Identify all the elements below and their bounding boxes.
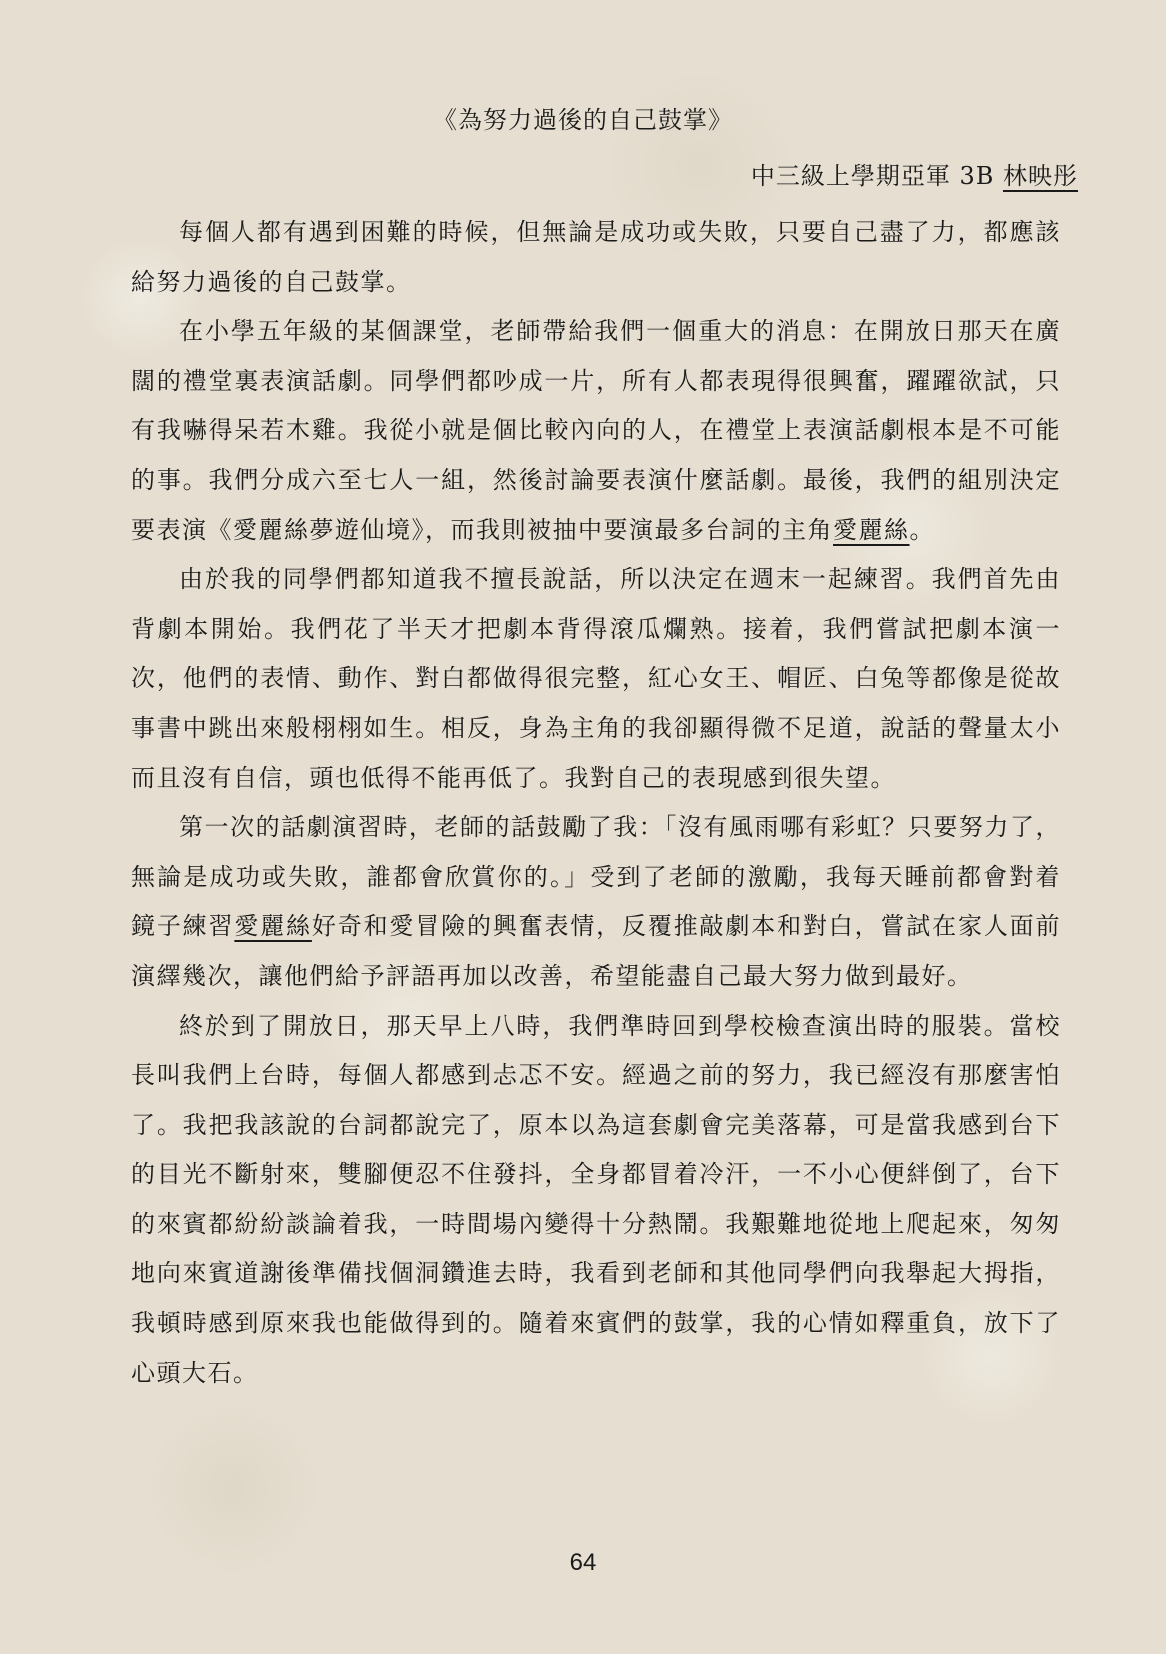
author-name: 林映彤: [1003, 162, 1078, 190]
paragraph: [131, 208, 1061, 307]
underlined-name: 愛麗絲: [833, 515, 910, 544]
paragraph-text: 由於我的同學們都知道我不擅長說話，所以決定在週末一起練習。我們首先由背劇本開始。我們花了半天才把劇本背得滾瓜爛熟。接着，我們嘗試把劇本演一次，他們的表情、動作、對白都做得很完整，紅心女王、帽匠、白兔等都像是從故事書中跳出來般栩栩如生。相反，身為主角的我卻顯得微不足道，說話的聲量太小而且沒有自信，頭也低得不能再低了。我對自己的表現感到很失望。: [131, 565, 1061, 792]
page-number: 64: [569, 1549, 597, 1576]
author-line: [751, 158, 1078, 194]
essay-title: 《為努力過後的自己鼓掌》: [433, 106, 733, 134]
paragraph-text: 第一次的話劇演習時，老師的話鼓勵了我：「沒有風雨哪有彩虹？只要努力了，無論是成功或失敗，誰都會欣賞你的。」受到了老師的激勵，我每天睡前都會對着鏡子練習: [131, 813, 1061, 941]
paragraph: [131, 307, 1061, 555]
paragraph-text: 好奇和愛冒險的興奮表情，反覆推敲劇本和對白，嘗試在家人面前演繹幾次，讓他們給予評語再加以改善，希望能盡自己最大努力做到最好。: [131, 912, 1062, 990]
underlined-name: 愛麗絲: [234, 912, 312, 941]
paragraph-text: 。: [909, 515, 935, 544]
paragraph-text: 終於到了開放日，那天早上八時，我們準時回到學校檢查演出時的服裝。當校長叫我們上台時，每個人都感到忐忑不安。經過之前的努力，我已經沒有那麼害怕了。我把我該說的台詞都說完了，原本以為這套劇會完美落幕，可是當我感到台下的目光不斷射來，雙腳便忍不住發抖，全身都冒着冷汗，一不小心便絆倒了，台下的來賓都紛紛談論着我，一時間場內變得十分熱鬧。我艱難地從地上爬起來，匆匆地向來賓道謝後準備找個洞鑽進去時，我看到老師和其他同學們向我舉起大拇指，我頓時感到原來我也能做得到的。隨着來賓們的鼓掌，我的心情如釋重負，放下了心頭大石。: [131, 1011, 1061, 1387]
author-class-award: 中三級上學期亞軍 3B: [750, 162, 1003, 190]
paragraph-text: 在小學五年級的某個課堂，老師帶給我們一個重大的消息：在開放日那天在廣闊的禮堂裏表演話劇。同學們都吵成一片，所有人都表現得很興奮，躍躍欲試，只有我嚇得呆若木雞。我從小就是個比較內向的人，在禮堂上表演話劇根本是不可能的事。我們分成六至七人一組，然後討論要表演什麼話劇。最後，我們的組別決定要表演《愛麗絲夢遊仙境》，而我則被抽中要演最多台詞的主角: [131, 317, 1061, 544]
essay-body: [131, 208, 1061, 1398]
paragraph: [131, 555, 1061, 803]
paragraph-text: 每個人都有遇到困難的時候，但無論是成功或失敗，只要自己盡了力，都應該給努力過後的自己鼓掌。: [131, 218, 1061, 296]
paragraph: [131, 1002, 1061, 1399]
paragraph: [131, 803, 1061, 1001]
